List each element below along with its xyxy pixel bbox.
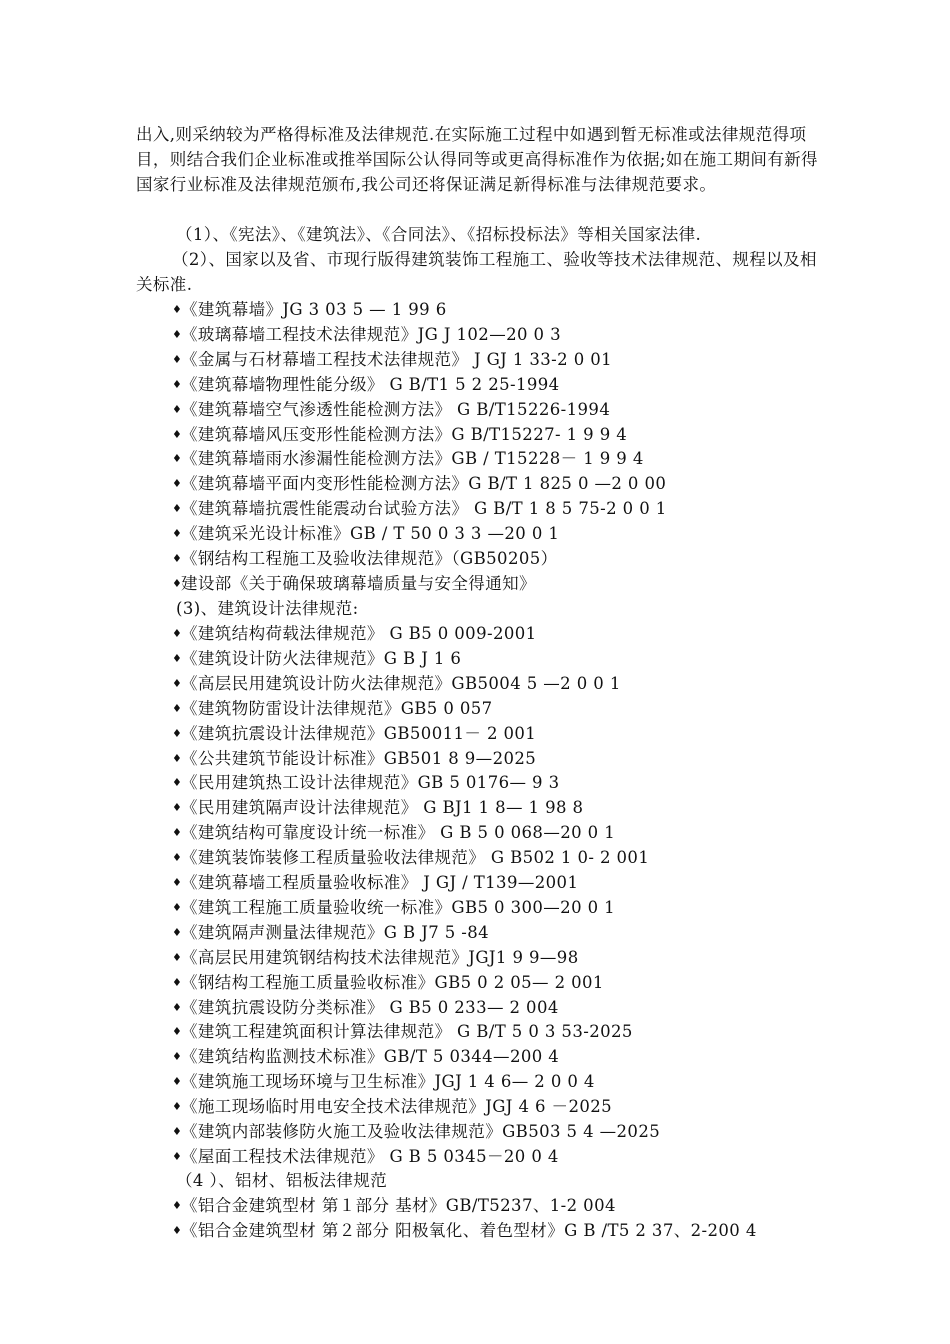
list-item: [172, 1044, 559, 1069]
bullet-icon: ♦: [172, 352, 183, 366]
list-item: [172, 372, 560, 397]
list-item-text: 《建筑施工现场环境与卫生标准》JGJ 1 4 6— 2 0 0 4: [181, 1072, 595, 1092]
bullet-icon: ♦: [172, 851, 183, 865]
list-item: [172, 322, 561, 347]
bullet-icon: ♦: [172, 876, 183, 889]
list-item-text: 《建筑隔声测量法律规范》G B J7 5 -84: [181, 922, 490, 942]
list-item-text: 《建筑幕墙平面内变形性能检测方法》G B/T 1 825 0 —2 0 00: [181, 474, 667, 494]
bullet-icon: ♦: [172, 1075, 183, 1089]
list-item-text: 《钢结构工程施工质量验收标准》GB5 0 2 05— 2 001: [181, 972, 604, 992]
bullet-icon: ♦: [172, 925, 183, 939]
list-item-text: 《施工现场临时用电安全技术法律规范》JGJ 4 6 －2025: [181, 1097, 613, 1117]
bullet-icon: ♦: [172, 1025, 183, 1039]
bullet-icon: ♦: [172, 701, 183, 715]
section-1-heading: （1）、《宪法》、《建筑法》、《合同法》、《招标投标法》等相关国家法律.: [176, 225, 702, 244]
list-item-text: 《建筑幕墙工程质量验收标准》 J GJ / T139—2001: [181, 873, 579, 892]
bullet-icon: ♦: [172, 726, 183, 740]
list-item-text: 《建筑结构可靠度设计统一标准》 G B 5 0 068—20 0 1: [181, 823, 616, 843]
bullet-icon: ♦: [172, 327, 183, 341]
list-item: [172, 446, 644, 471]
list-item: [172, 845, 649, 870]
list-item: [172, 397, 610, 422]
list-item: [172, 546, 558, 571]
list-item: [172, 571, 536, 596]
list-item-text: 《建筑工程建筑面积计算法律规范》 G B/T 5 0 3 53-2025: [181, 1022, 633, 1042]
bullet-icon: ♦: [172, 1199, 183, 1212]
bullet-icon: ♦: [172, 1100, 183, 1114]
list-item: [172, 646, 461, 671]
list-item: [172, 870, 578, 895]
list-item: [172, 920, 489, 945]
bullet-icon: ♦: [172, 676, 183, 690]
list-item-text: 《屋面工程技术法律规范》 G B 5 0345－20 0 4: [181, 1146, 559, 1166]
bullet-icon: ♦: [172, 651, 183, 665]
list-item-text: 建设部《关于确保玻璃幕墙质量与安全得通知》: [181, 573, 536, 593]
list-item-text: 《建筑幕墙抗震性能震动台试验方法》 G B/T 1 8 5 75-2 0 0 1: [181, 499, 667, 519]
bullet-icon: ♦: [172, 950, 183, 964]
list-item: [172, 496, 667, 521]
bullet-icon: ♦: [172, 452, 183, 466]
list-item-text: 《建筑设计防火法律规范》G B J 1 6: [181, 648, 462, 668]
list-item-text: 《建筑采光设计标准》GB / T 50 0 3 3 —20 0 1: [181, 524, 560, 544]
bullet-icon: ♦: [172, 1000, 183, 1014]
list-item-text: 《建筑结构荷载法律规范》 G B5 0 009-2001: [181, 624, 537, 643]
list-item: [172, 995, 559, 1020]
list-item: [172, 746, 536, 771]
list-item-text: 《玻璃幕墙工程技术法律规范》JG J 102—20 0 3: [181, 324, 561, 344]
list-item-text: 《铝合金建筑型材 第２部分 阳极氧化、着色型材》G B /T5 2 37、2-200 4: [181, 1220, 757, 1240]
bullet-icon: ♦: [172, 1149, 183, 1163]
bullet-icon: ♦: [172, 627, 183, 640]
section-3-heading: (3)、建筑设计法律规范:: [176, 599, 359, 618]
list-item-text: 《民用建筑隔声设计法律规范》 G BJ1 1 8— 1 98 8: [181, 798, 584, 818]
list-item-text: 《建筑抗震设防分类标准》 G B5 0 233— 2 004: [181, 997, 559, 1017]
list-item: [172, 1019, 633, 1044]
list-item: [172, 671, 621, 696]
bullet-icon: ♦: [172, 826, 183, 840]
list-item-text: 《建筑幕墙》JG 3 03 5 — 1 99 6: [181, 300, 447, 319]
bullet-icon: ♦: [172, 477, 183, 491]
bullet-icon: ♦: [172, 303, 183, 316]
list-item-text: 《高层民用建筑钢结构技术法律规范》JGJ1 9 9—98: [181, 947, 579, 967]
bullet-icon: ♦: [172, 527, 183, 541]
list-item-text: 《建筑内部装修防火施工及验收法律规范》GB503 5 4 —2025: [181, 1122, 661, 1141]
list-item: [172, 422, 627, 447]
bullet-icon: ♦: [172, 402, 183, 416]
list-item: [172, 1119, 660, 1144]
list-item-text: 《高层民用建筑设计防火法律规范》GB5004 5 —2 0 0 1: [181, 673, 621, 693]
list-item: [172, 795, 583, 820]
list-item: [172, 1218, 757, 1243]
bullet-icon: ♦: [172, 776, 183, 790]
bullet-icon: ♦: [172, 801, 183, 815]
list-item: [172, 970, 604, 995]
bullet-icon: ♦: [172, 576, 183, 590]
list-item-text: 《建筑幕墙物理性能分级》 G B/T1 5 2 25-1994: [181, 374, 560, 394]
list-item: [172, 721, 536, 746]
list-item: [172, 1144, 559, 1169]
list-item-text: 《民用建筑热工设计法律规范》GB 5 0176— 9 3: [181, 773, 560, 793]
list-item-text: 《建筑结构监测技术标准》GB/T 5 0344—200 4: [181, 1047, 560, 1067]
list-item-text: 《建筑幕墙空气渗透性能检测方法》 G B/T15226-1994: [181, 399, 611, 419]
list-item: [172, 297, 447, 322]
bullet-icon: ♦: [172, 552, 183, 565]
bullet-icon: ♦: [172, 1223, 183, 1237]
list-item: [172, 696, 493, 721]
intro-paragraph: 出入,则采纳较为严格得标准及法律规范.在实际施工过程中如遇到暂无标准或法律规范得项目，则结合我们企业标准或推举国际公认得同等或更高得标准作为依据;如在施工期间有新得国家行业标准及法律规范颁布,我公司还将保证满足新得标准与法律规范要求。: [136, 125, 818, 194]
bullet-icon: ♦: [172, 975, 183, 989]
list-item-text: 《建筑物防雷设计法律规范》GB5 0 057: [181, 698, 493, 718]
section-4-heading: （4 ）、铝材、铝板法律规范: [176, 1171, 388, 1190]
list-item-text: 《建筑幕墙雨水渗漏性能检测方法》GB / T15228－ 1 9 9 4: [181, 449, 644, 469]
list-item-text: 《钢结构工程施工及验收法律规范》（GB50205）: [181, 549, 558, 568]
list-item: [172, 347, 612, 372]
list-item-text: 《建筑幕墙风压变形性能检测方法》G B/T15227- 1 9 9 4: [181, 424, 628, 444]
bullet-icon: ♦: [172, 1125, 183, 1138]
list-item-text: 《建筑抗震设计法律规范》GB50011－ 2 001: [181, 723, 537, 743]
list-item: [172, 471, 666, 496]
list-item: [172, 770, 559, 795]
list-item: [172, 521, 559, 546]
bullet-icon: ♦: [172, 502, 183, 516]
section-2-heading: （2）、国家以及省、市现行版得建筑装饰工程施工、验收等技术法律规范、规程以及相关标准.: [136, 250, 817, 294]
list-item: [172, 621, 537, 646]
list-item: [172, 1094, 612, 1119]
list-item: [172, 945, 579, 970]
bullet-icon: ♦: [172, 427, 183, 441]
bullet-icon: ♦: [172, 377, 183, 391]
list-item: [172, 1069, 595, 1094]
list-item: [172, 820, 615, 845]
list-item-text: 《公共建筑节能设计标准》GB501 8 9—2025: [181, 748, 537, 768]
list-item: [172, 1193, 616, 1218]
list-item-text: 《建筑装饰装修工程质量验收法律规范》 G B502 1 0- 2 001: [181, 848, 650, 868]
list-item-text: 《铝合金建筑型材 第１部分 基材》GB/T5237、1-2 004: [181, 1196, 616, 1215]
bullet-icon: ♦: [172, 751, 183, 765]
list-item-text: 《金属与石材幕墙工程技术法律规范》 J GJ 1 33-2 0 01: [181, 349, 613, 369]
bullet-icon: ♦: [172, 1050, 183, 1064]
list-item-text: 《建筑工程施工质量验收统一标准》GB5 0 300—20 0 1: [181, 897, 616, 917]
bullet-icon: ♦: [172, 900, 183, 914]
list-item: [172, 895, 615, 920]
